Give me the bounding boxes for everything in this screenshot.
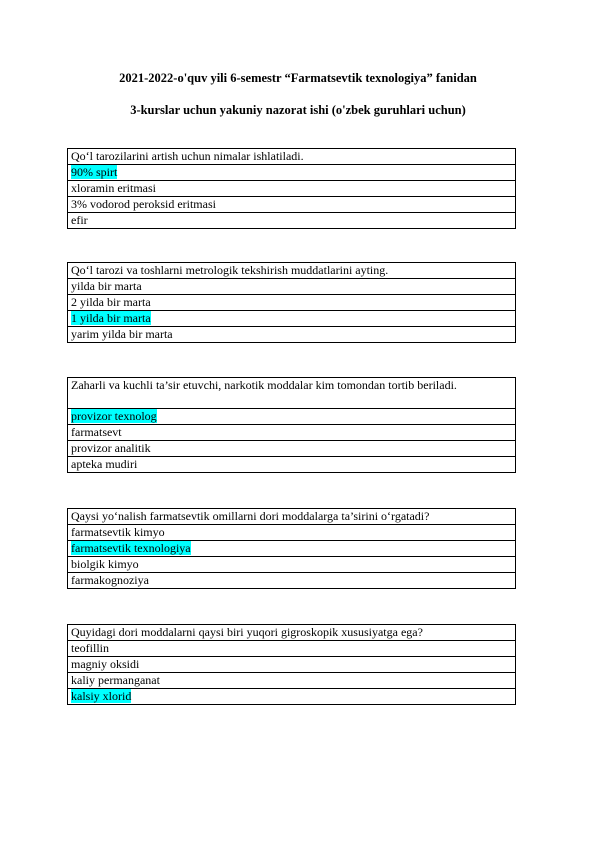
answer-option: yilda bir marta [68, 279, 516, 295]
answer-option: yarim yilda bir marta [68, 327, 516, 343]
document-subtitle: 3-kurslar uchun yakuniy nazorat ishi (o'zbek guruhlari uchun) [130, 103, 466, 117]
question-text: Qo‘l tarozi va toshlarni metrologik tekshirish muddatlarini ayting. [68, 263, 516, 279]
question-row [68, 509, 516, 525]
answer-option [68, 311, 516, 327]
question-row [68, 263, 516, 279]
answer-option: 3% vodorod peroksid eritmasi [68, 197, 516, 213]
answer-option [68, 409, 516, 425]
question-text: Qaysi yo‘nalish farmatsevtik omillarni dori moddalarga ta’sirini o‘rgatadi? [68, 509, 516, 525]
answer-option: 2 yilda bir marta [68, 295, 516, 311]
answer-row [68, 457, 516, 473]
answer-option: efir [68, 213, 516, 229]
answer-option: teofillin [68, 641, 516, 657]
answer-option: kaliy permanganat [68, 673, 516, 689]
question-row [68, 149, 516, 165]
answer-option: apteka mudiri [68, 457, 516, 473]
question-table-1 [67, 148, 516, 229]
document-title: 2021-2022-o'quv yili 6-semestr “Farmatsevtik texnologiya” fanidan [119, 71, 477, 85]
question-table-3 [67, 377, 516, 473]
answer-option: biolgik kimyo [68, 557, 516, 573]
answer-row [68, 425, 516, 441]
answer-row [68, 327, 516, 343]
question-table-4 [67, 508, 516, 589]
answer-row [68, 657, 516, 673]
answer-option: provizor analitik [68, 441, 516, 457]
answer-option: xloramin eritmasi [68, 181, 516, 197]
answer-row [68, 689, 516, 705]
answer-row [68, 197, 516, 213]
answer-option: magniy oksidi [68, 657, 516, 673]
question-row [68, 625, 516, 641]
answer-row [68, 557, 516, 573]
question-table-2 [67, 262, 516, 343]
answer-option: farmakognoziya [68, 573, 516, 589]
answer-option [68, 541, 516, 557]
question-row [68, 378, 516, 409]
question-text: Quyidagi dori moddalarni qaysi biri yuqori gigroskopik xususiyatga ega? [68, 625, 516, 641]
answer-row [68, 213, 516, 229]
answer-option [68, 165, 516, 181]
answer-row [68, 409, 516, 425]
answer-row [68, 441, 516, 457]
answer-option: farmatsevt [68, 425, 516, 441]
answer-row [68, 181, 516, 197]
correct-answer-highlight: farmatsevtik texnologiya [71, 541, 191, 555]
answer-row [68, 573, 516, 589]
correct-answer-highlight: kalsiy xlorid [71, 689, 132, 703]
correct-answer-highlight: 90% spirt [71, 165, 118, 179]
answer-row [68, 541, 516, 557]
question-text: Qo‘l tarozilarini artish uchun nimalar ishlatiladi. [68, 149, 516, 165]
answer-row [68, 279, 516, 295]
answer-option: farmatsevtik kimyo [68, 525, 516, 541]
answer-row [68, 165, 516, 181]
answer-row [68, 525, 516, 541]
correct-answer-highlight: provizor texnolog [71, 409, 157, 423]
answer-row [68, 641, 516, 657]
answer-row [68, 673, 516, 689]
answer-row [68, 311, 516, 327]
question-text: Zaharli va kuchli ta’sir etuvchi, narkotik moddalar kim tomondan tortib beriladi. [68, 378, 516, 409]
correct-answer-highlight: 1 yilda bir marta [71, 311, 151, 325]
answer-row [68, 295, 516, 311]
answer-option [68, 689, 516, 705]
question-table-5 [67, 624, 516, 705]
